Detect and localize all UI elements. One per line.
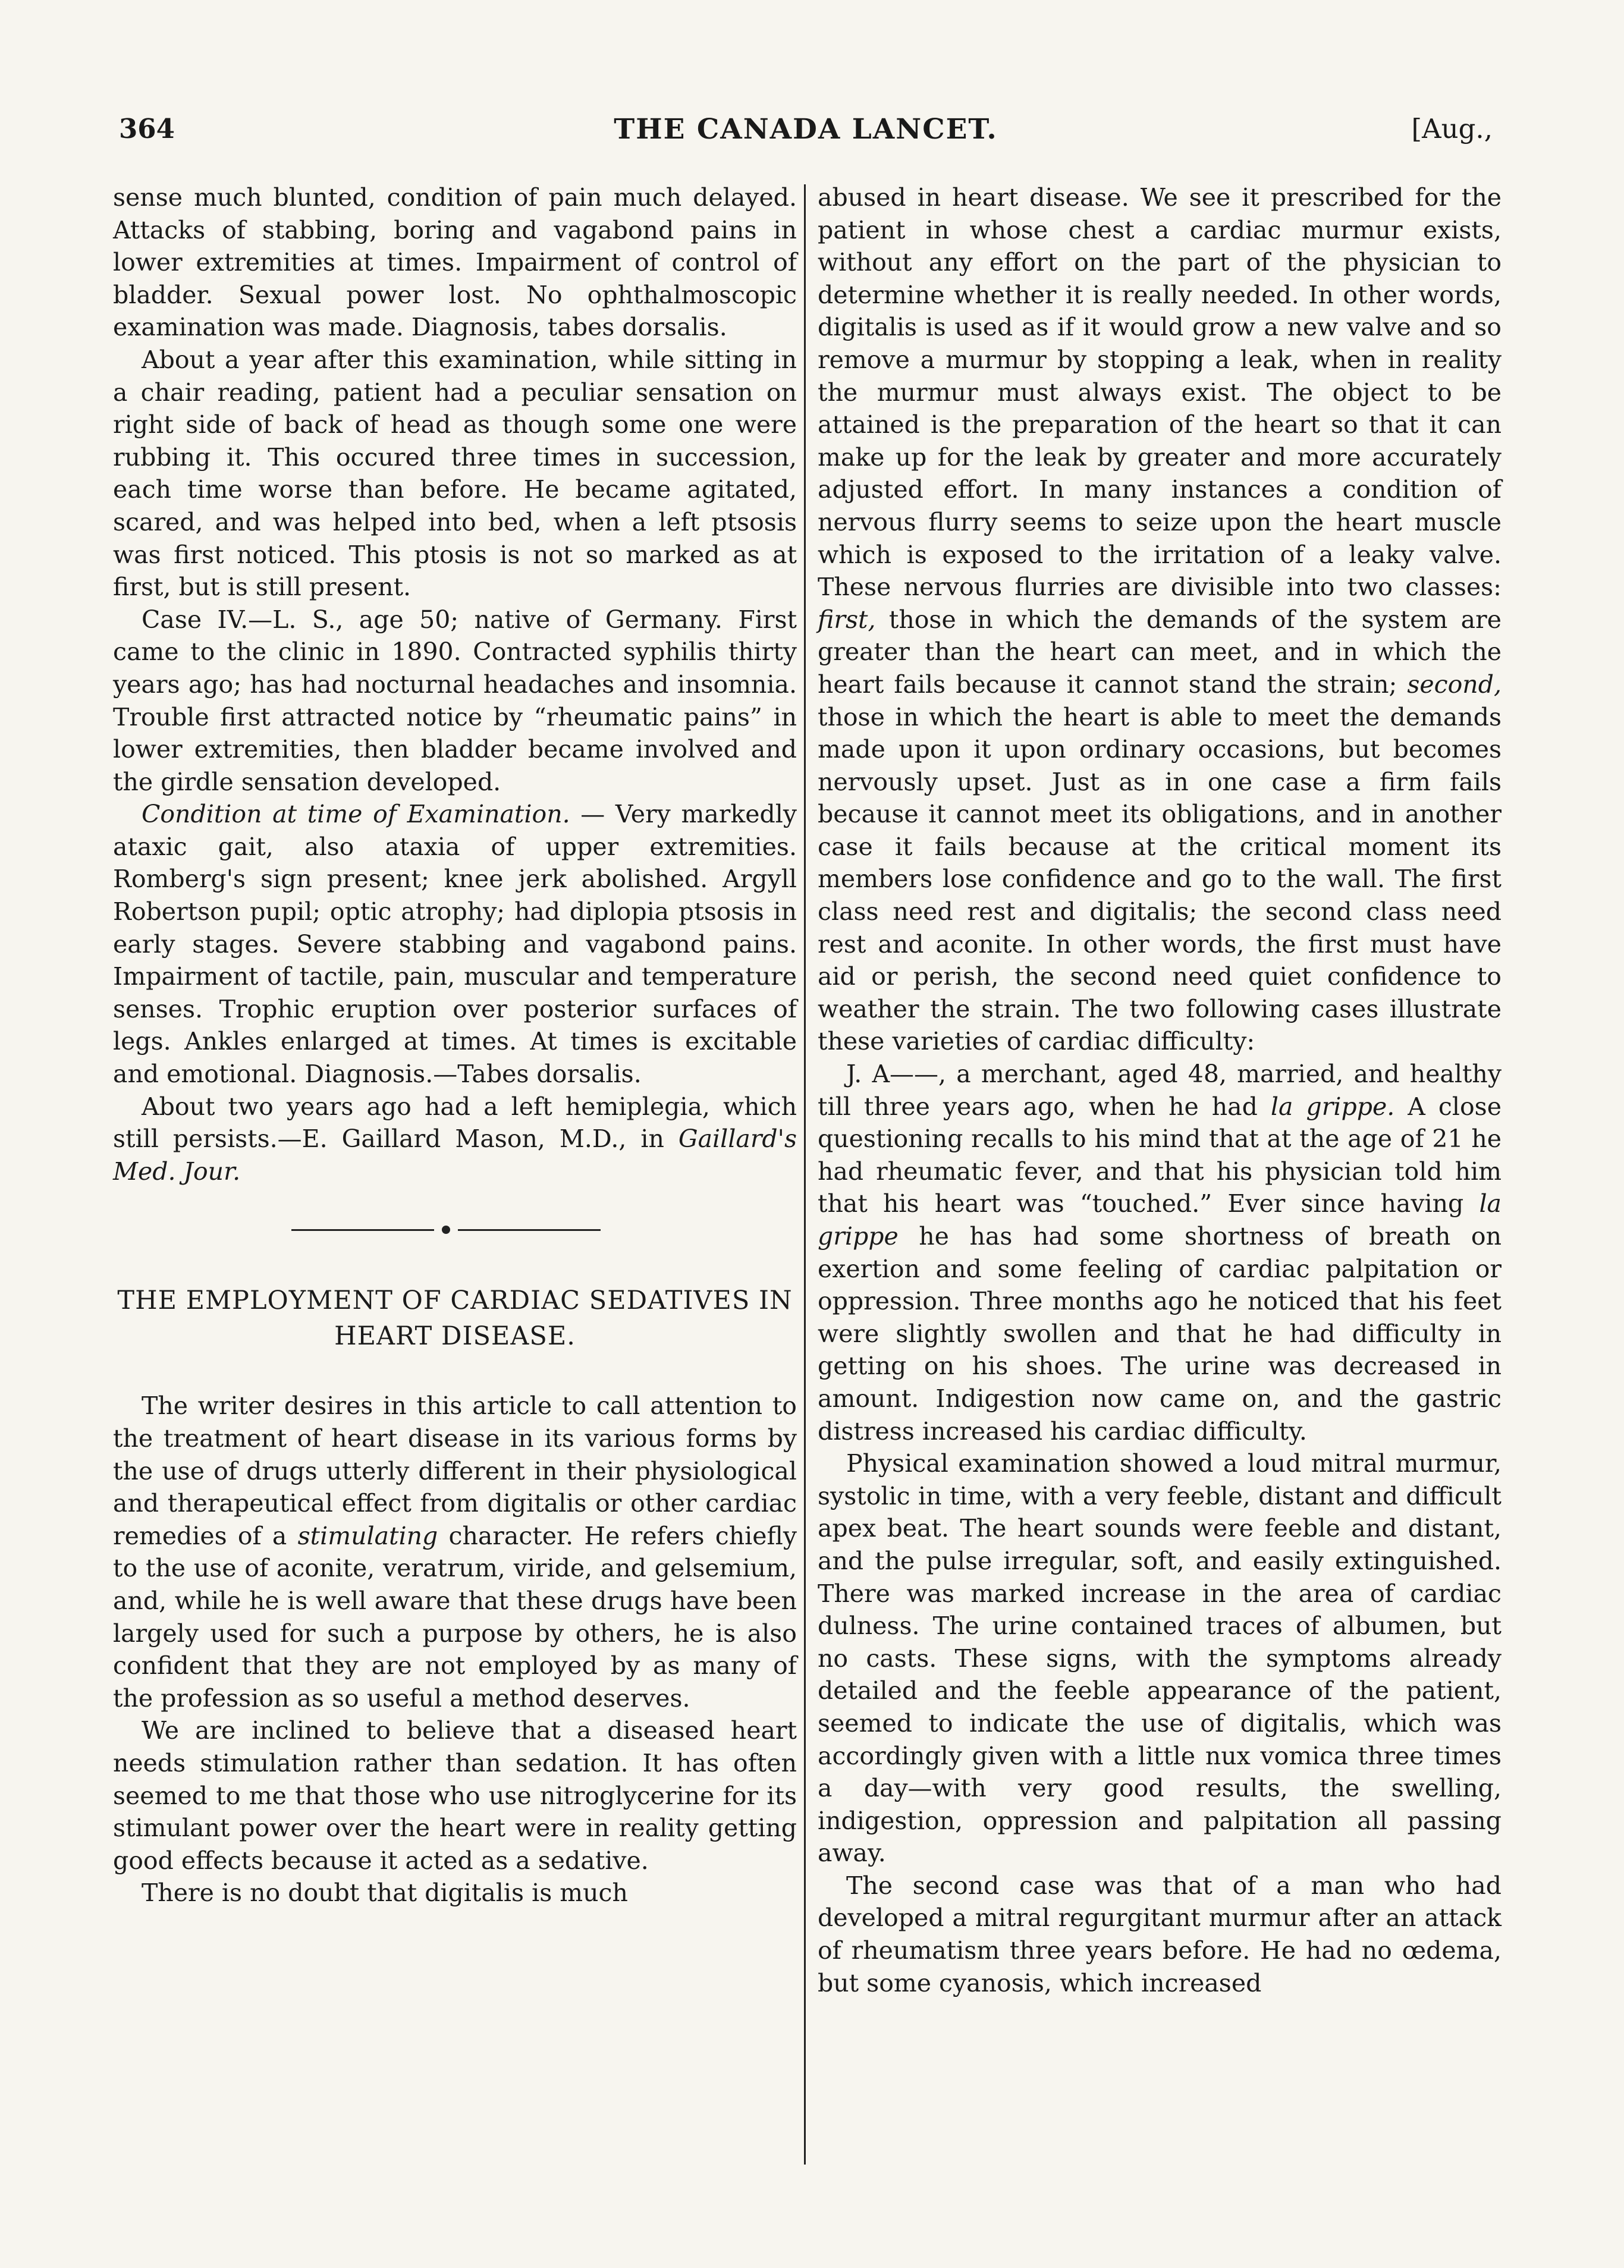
paragraph-case-iv: Case IV.—L. S., age 50; native of Germany. First came to the clinic in 1890. Contracted syphilis thirty years ago; has had nocturnal headaches and insomnia. Trouble first attracted notice by “rheumatic pains” in lower extremities, then bladder became involved and the girdle sensation developed. (113, 605, 797, 796)
emphasis: second, (1407, 670, 1502, 699)
emphasis: la grippe (818, 1189, 1502, 1251)
paragraph-case-ja (818, 1058, 1502, 1447)
text-run: J. A——, a merchant, aged 48, married, and healthy till three years ago, when he had (818, 1060, 1502, 1121)
paragraph: sense much blunted, condition of pain much delayed. Attacks of stabbing, boring and vagabond pains in lower extremities at times. Impairment of control of bladder. Sexual power lost. No ophthalmoscopic examination was made. Diagnosis, tabes dorsalis. (113, 183, 797, 342)
text-run: he has had some shortness of breath on exertion and some feeling of cardiac palpitation or oppression. Three months ago he noticed that his feet were slightly swollen and that he had difficulty in getting on his shoes. The urine was decreased in amount. Indigestion now came on, and the gastric distress increased his cardiac difficulty. (818, 1222, 1502, 1446)
paragraph-condition (113, 798, 797, 1090)
paragraph: We are inclined to believe that a diseased heart needs stimulation rather than sedation. It has often seemed to me that those who use nitroglycerine for its stimulant power over the heart were in reality getting good effects because it acted as a sedative. (113, 1716, 797, 1875)
text-run: A close questioning recalls to his mind that at the age of 21 he had rheumatic fever, and that his physician told him that his heart was “touched.” Ever since having (818, 1092, 1502, 1218)
paragraph (113, 1390, 797, 1714)
text-run: those in which the demands of the system are greater than the heart can meet, and in which the heart fails because it cannot stand the strain; (818, 605, 1502, 699)
ornament-dot (434, 1223, 458, 1236)
text-run: abused in heart disease. We see it prescribed for the patient in whose chest a cardiac murmur exists, without any effort on the part of the physician to determine whether it is really needed. In other words, digitalis is used as if it would grow a new valve and so remove a murmur by stopping a leak, when in reality the murmur must always exist. The object to be attained is the preparation of the heart so that it can make up for the leak by greater and more accurately adjusted effort. In many instances a condition of nervous flurry seems to seize upon the heart muscle which is exposed to the irritation of a leaky valve. These nervous flurries are divisible into two classes: (818, 183, 1502, 602)
paragraph: About a year after this examination, while sitting in a chair reading, patient had a peculiar sensation on right side of back of head as though some one were rubbing it. This occured three times in succession, each time worse than before. He became agitated, scared, and was helped into bed, when a left ptsosis was first noticed. This ptosis is not so marked as at first, but is still present. (113, 345, 797, 602)
page-number: 364 (119, 113, 175, 145)
citation-text: About two years ago had a left hemiplegia, which still persists.—E. Gaillard Mason, M.D., in (113, 1092, 797, 1154)
text-run: those in which the heart is able to meet the demands made upon it upon ordinary occasions, but becomes nervously upset. Just as in one case a firm fails because it cannot meet its obligations, and in another case it fails because at the critical moment its members lose confidence and go to the wall. The first class need rest and digitalis; the second class need rest and aconite. In other words, the first must have aid or perish, the second need quiet confidence to weather the strain. The two following cases illustrate these varieties of cardiac difficulty: (818, 702, 1502, 1056)
running-header (119, 113, 1493, 167)
column-divider (804, 184, 806, 2165)
emphasis: la grippe. (1270, 1092, 1395, 1121)
condition-text: — Very markedly ataxic gait, also ataxia of upper extremities. Romberg's sign present; knee jerk abolished. Argyll Robertson pupil; optic atrophy; had diplopia ptsosis in early stages. Severe stabbing and vagabond pains. Impairment of tactile, pain, muscular and temperature senses. Trophic eruption over posterior surfaces of legs. Ankles enlarged at times. At times is excitable and emotional. Diagnosis.—Tabes dorsalis. (113, 800, 797, 1089)
left-column (113, 181, 797, 1909)
section-ornament (113, 1188, 797, 1271)
paragraph-citation (113, 1091, 797, 1188)
right-column (818, 181, 1502, 1999)
paragraph: There is no doubt that digitalis is much (142, 1879, 628, 1908)
emphasis: stimulating (297, 1521, 438, 1550)
issue-month: [Aug., (1411, 113, 1493, 145)
citation-source: Gaillard's Med. Jour. (113, 1124, 797, 1186)
journal-title: THE CANADA LANCET. (614, 113, 998, 146)
emphasis: first, (818, 605, 876, 634)
article-title: THE EMPLOYMENT OF CARDIAC SEDATIVES IN HEART DISEASE. (117, 1286, 793, 1352)
condition-heading: Condition at time of Examination. (142, 800, 570, 829)
paragraph (818, 181, 1502, 1058)
paragraph: The second case was that of a man who had developed a mitral regurgitant murmur after an attack of rheumatism three years before. He had no œdema, but some cyanosis, which increased (818, 1871, 1502, 1997)
text-run: character. He refers chiefly to the use of aconite, veratrum, viride, and gelsemium, and, while he is well aware that these drugs have been largely used for such a purpose by others, he is also confident that they are not employed by as many of the profession as so useful a method deserves. (113, 1521, 797, 1713)
text-run: The writer desires in this article to call attention to the treatment of heart disease in its various forms by the use of drugs utterly different in their physiological and therapeutical effect from digitalis or other cardiac remedies of a (113, 1391, 797, 1550)
paragraph: Physical examination showed a loud mitral murmur, systolic in time, with a very feeble, distant and difficult apex beat. The heart sounds were feeble and distant, and the pulse irregular, soft, and easily extinguished. There was marked increase in the area of cardiac dulness. The urine contained traces of albumen, but no casts. These signs, with the symptoms already detailed and the feeble appearance of the patient, seemed to indicate the use of digitalis, which was accordingly given with a little nux vomica three times a day—with very good results, the swelling, indigestion, oppression and palpitation all passing away. (818, 1449, 1502, 1868)
